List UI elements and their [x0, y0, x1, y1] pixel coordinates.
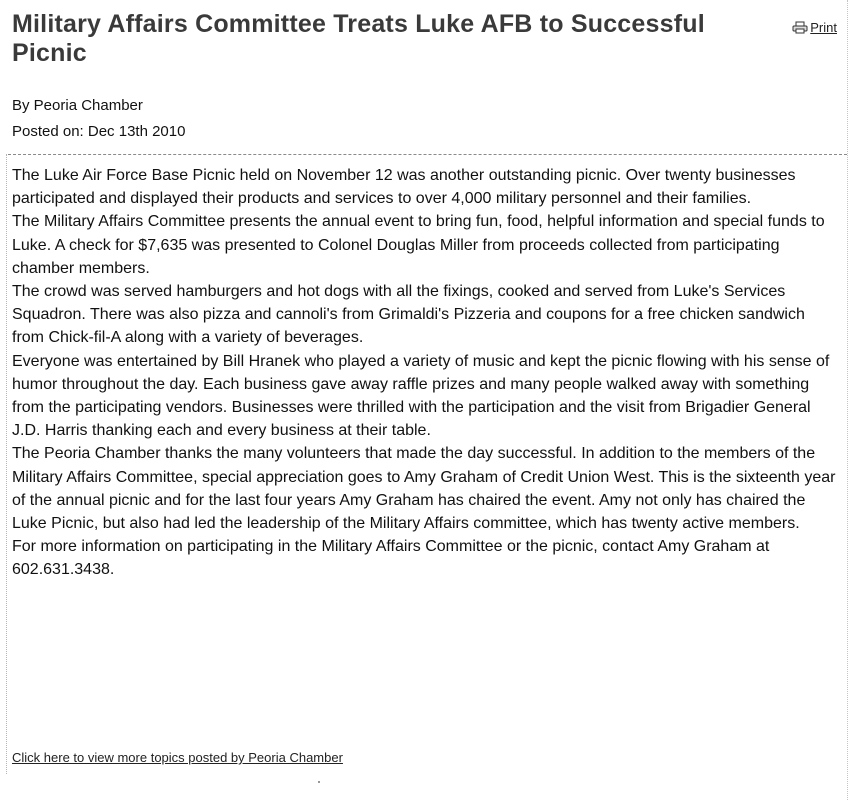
paragraph: Everyone was entertained by Bill Hranek who played a variety of music and kept the picnic flowing with his sense of humor throughout the day. Each business gave away raffle prizes and many people walked away with something from the participating vendors. Businesses were thrilled with the participation and the visit from Brigadier General J.D. Harris thanking each and every business at their table. — [12, 352, 830, 440]
paragraph: The Military Affairs Committee presents the annual event to bring fun, food, helpful information and special funds to Luke. A check for $7,635 was presented to Colonel Douglas Miller from proceeds collected from participating chamber members. — [12, 213, 825, 277]
posted-date: Posted on: Dec 13th 2010 — [12, 123, 186, 140]
scan-speck — [318, 781, 320, 783]
paragraph: The Luke Air Force Base Picnic held on November 12 was another outstanding picnic. Over twenty businesses participated and displayed their products and services to over 4,000 military personnel and their families. — [12, 167, 796, 208]
paragraph: The crowd was served hamburgers and hot dogs with all the fixings, cooked and served from Luke's Services Squadron. There was also pizza and cannoli's from Grimaldi's Pizzeria and coupons for a free chicken sandwich from Chick-fil-A along with a variety of beverages. — [12, 283, 805, 347]
article-title: Military Affairs Committee Treats Luke AFB to Successful Picnic — [12, 10, 705, 67]
paragraph: The Peoria Chamber thanks the many volunteers that made the day successful. In addition to the members of the Military Affairs Committee, special appreciation goes to Amy Graham of Credit Union West. This is the sixteenth year of the annual picnic and for the last four years Amy Graham has chaired the event. Amy not only has chaired the Luke Picnic, but also had led the leadership of the Military Affairs committee, which has twenty active members. — [12, 445, 836, 533]
print-link[interactable] — [792, 20, 837, 35]
byline: By Peoria Chamber — [12, 97, 143, 114]
article-body — [12, 164, 840, 582]
more-topics-link[interactable]: Click here to view more topics posted by Peoria Chamber — [12, 750, 343, 765]
header-divider — [8, 154, 847, 155]
article-meta — [12, 93, 185, 145]
print-label[interactable]: Print — [810, 20, 837, 35]
right-border — [847, 0, 848, 800]
paragraph: For more information on participating in the Military Affairs Committee or the picnic, contact Amy Graham at 602.631.3438. — [12, 538, 770, 579]
printer-icon — [792, 21, 808, 34]
left-border — [6, 154, 7, 774]
